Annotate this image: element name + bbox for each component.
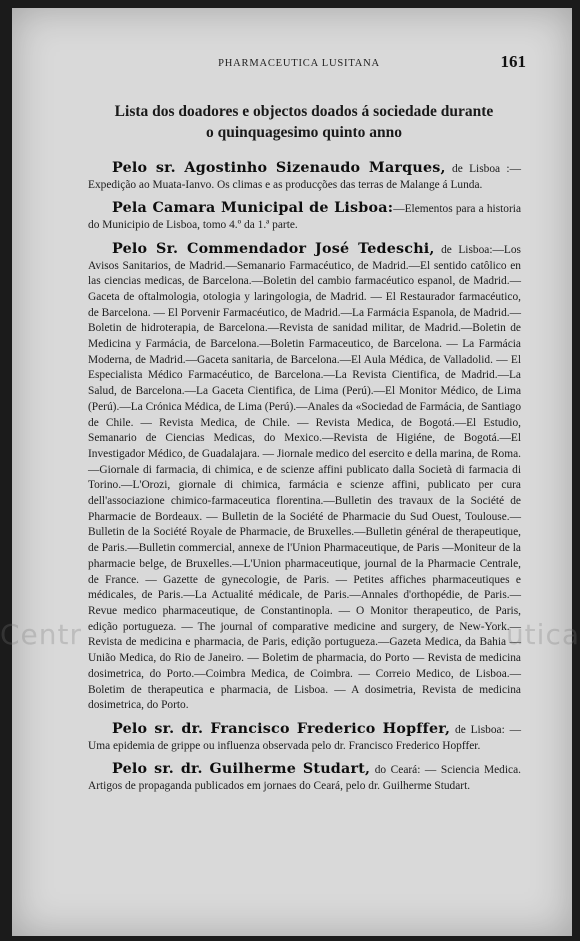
book-page: [0, 8, 580, 936]
donation-text: de Lisboa :—Expedição ao Muata-Ianvo. Os climas e as producções das terras de Malange á Lunda.: [88, 163, 521, 191]
donor-entry: [88, 201, 521, 233]
running-head: PHARMACEUTICA LUSITANA: [218, 58, 380, 69]
donor-list: [88, 161, 521, 803]
donation-text: do Ceará: — Sciencia Medica. Artigos de propaganda publicados em jornaes do Ceará, pelo dr. Guilherme Studart.: [88, 764, 522, 793]
donation-text: —Elementos para a historia do Municipio de Lisboa, tomo 4.º da 1.ª parte.: [88, 203, 522, 232]
page-number: 161: [500, 52, 526, 71]
donation-text: de Lisboa: — Uma epidemia de grippe ou influenza observada pelo dr. Francisco Frederico Hopffer.: [88, 723, 521, 752]
donor-name: Pelo sr. dr. Francisco Frederico Hopffer,: [112, 720, 451, 737]
donation-text: de Lisboa:—Los Avisos Sanitarios, de Madrid.—Semanario Farmacéutico, de Madrid.—El sentido catôlico en las ciencias medicas, de Barcelona.—Boletin del cambio farmacéutico espanol, de Madrid.—Gaceta de oftalmologia, otologia y laringologia, de Madrid. — El Restaurador farmacéutico, de Barcelona. — El Porvenir Farmacéutico, de Madrid.—La Farmácia Espanola, de Madrid.—Boletin de hidroterapia, de Barcelona.—Revista de sanidad militar, de Madrid.—Boletin de Medicina y Farmácia, de Barcelona.—Boletin Farmaceutico, de Barcelona. — La Farmácia Moderna, de Madrid.—Gaceta sanitaria, de Barcelona.—El Aula Médica, de Valladolid. — El Especialista Médico Farmacéutico, de Barcelona.—La Revista Cientifica, de Madrid.—La Salud, de Barcelona.—La Gaceta Cientifica, de Lima (Perú).—El Monitor Médico, de Lima (Perú).—La Crónica Médica, de Lima (Perú).—Anales da «Sociedad de Farmácia, de Santiago de Chile. — Revista Medica, de Chile. — Revista Medica, de Bogotá.—El Estudio, Semanario de Ciencias Medicas, do Mexico.—Revista de Higiéne, de Bogotá.—El Investigador Médico, de Guadalajara. — Jiornale medico del esercito e della marina, de Roma.—Giornale di farmacia, di chimica, e de scienze affini publicato dalla Società di farmacia di Torino.—L'Orozi, giornale di chimica, farmácia e scienze affini, publicato per cura dell'associazione chimico-farmaceutica florentina.—Bulletin des travaux de la Société de Pharmacie de Bordeaux. — Bulletin de la Société de Pharmacie du Sud Ouest, Toulouse.—Bulletin de la Société Royale de Pharmacie, de Bruxelles.—Bulletin général de therapeutique, de Paris.—Bulletin commercial, annexe de l'Union Pharmaceutique, de Paris —Moniteur de la pharmacie belge, de Bruxelles.—L'Union pharmaceutique, journal de la Pharmacie Centrale, de France. — Gazette de gynecologie, de Paris. — Petites affiches pharmaceutiques e médicales, de Paris.—La Actualité médicale, de Paris.—Annales d'orthopédie, de Paris.—Revue medico pharmaceutique, de Constantinopla. — O Monitor therapeutico, de Paris, edição portugueza. — The journal of comparative medicine and surgery, de New-York.—Revista de medicina e pharmacia, de Paris, edição portugueza.—Gazeta Medica, da Bahia — União Medica, do Rio de Janeiro. — Boletim de pharmacia, do Porto — Revista de medicina dosimetrica, do Porto.—Coimbra Medica, de Coimbra. — Correio Medico, de Lisboa.—Boletim de therapeutica e pharmacia, de Lisboa. — A dosimetria, Revista de medicina dosimetrica, do Porto.: [88, 243, 522, 712]
donor-entry: [88, 722, 521, 754]
entry-paragraph: [88, 161, 521, 193]
watermark-right-text: utica: [505, 618, 580, 651]
donor-name: Pelo Sr. Commendador José Tedeschi,: [112, 240, 435, 257]
title-line-2: o quinquagesimo quinto anno: [206, 124, 402, 141]
donor-entry: [88, 762, 521, 794]
entry-paragraph: [88, 242, 521, 714]
watermark-left-text: Centr: [0, 618, 83, 651]
title-line-1: Lista dos doadores e objectos doados á sociedade durante: [114, 103, 494, 120]
donor-name: Pelo sr. Agostinho Sizenaudo Marques,: [112, 160, 446, 176]
entry-paragraph: [88, 762, 521, 794]
donor-name: Pelo sr. dr. Guilherme Studart,: [112, 761, 371, 778]
donor-entry: [88, 161, 521, 193]
donor-name: Pela Camara Municipal de Lisboa:: [112, 200, 394, 217]
entry-paragraph: [88, 201, 521, 233]
page-header: [72, 52, 526, 76]
donor-entry: [88, 242, 521, 714]
entry-paragraph: [88, 722, 521, 754]
page-title: [72, 101, 536, 143]
